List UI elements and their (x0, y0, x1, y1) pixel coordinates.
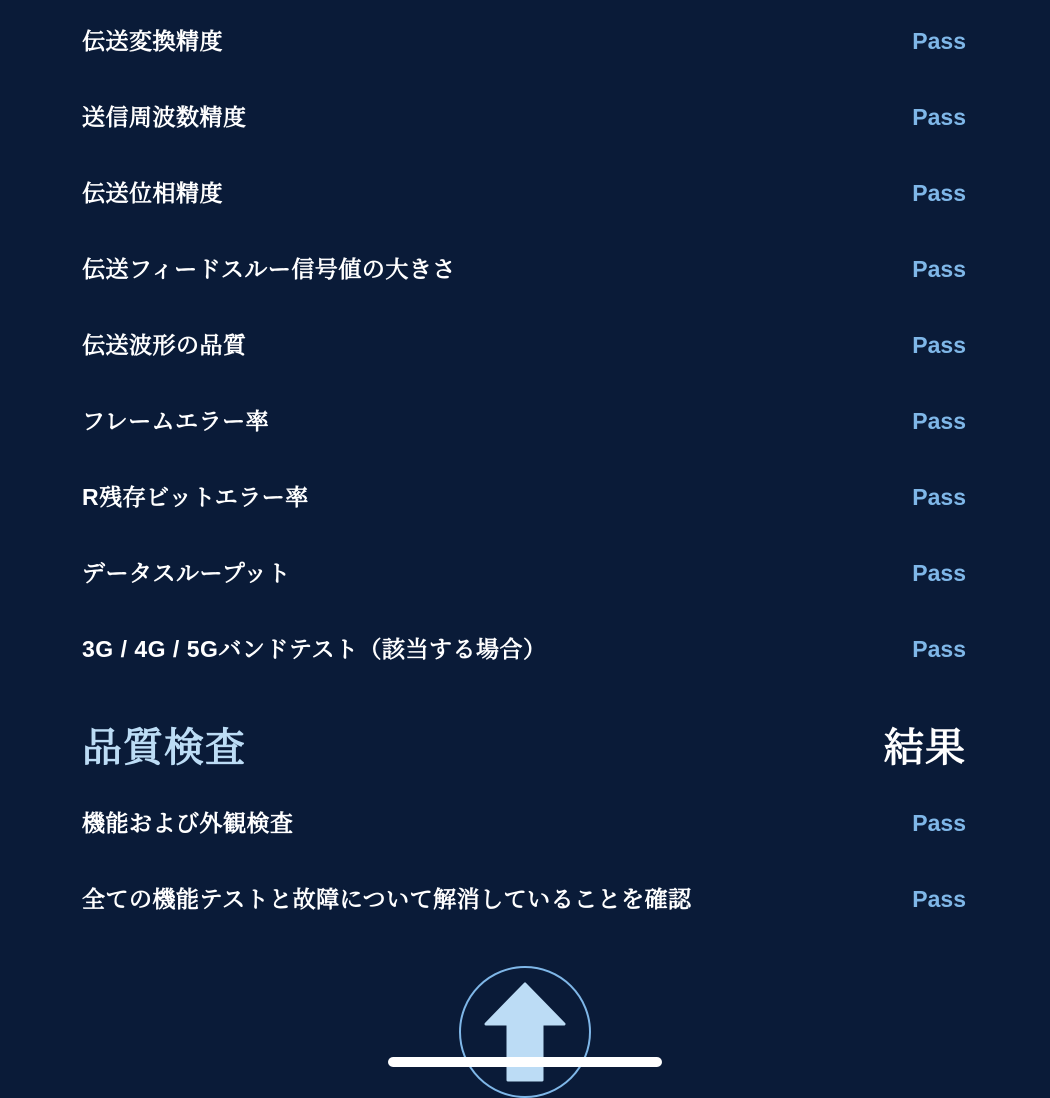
test-name: 全ての機能テストと故障について解消していることを確認 (82, 886, 692, 912)
test-name: 伝送フィードスルー信号値の大きさ (82, 256, 456, 282)
test-name: 伝送位相精度 (82, 180, 223, 206)
table-row[interactable] (82, 332, 966, 408)
section-title: 品質検査 (82, 726, 246, 770)
test-result: Pass (912, 104, 966, 130)
table-row[interactable] (82, 636, 966, 712)
table-row[interactable] (82, 104, 966, 180)
test-result: Pass (912, 636, 966, 662)
test-result: Pass (912, 484, 966, 510)
test-name: データスループット (82, 560, 291, 586)
table-row[interactable] (82, 180, 966, 256)
section-result-header: 結果 (884, 726, 966, 770)
section-header (82, 716, 966, 798)
table-row[interactable] (82, 560, 966, 636)
home-indicator[interactable] (388, 1057, 662, 1067)
test-results-list (82, 0, 966, 962)
arrow-up-icon (482, 980, 568, 1084)
test-name: フレームエラー率 (82, 408, 270, 434)
table-row[interactable] (82, 408, 966, 484)
section-spacer (82, 798, 966, 810)
table-row[interactable] (82, 484, 966, 560)
table-row[interactable] (82, 810, 966, 886)
bottom-bar (0, 950, 1050, 1080)
test-result: Pass (912, 810, 966, 836)
scroll-to-top-button[interactable] (459, 966, 591, 1098)
test-result: Pass (912, 28, 966, 54)
table-row[interactable] (82, 28, 966, 104)
test-name: 送信周波数精度 (82, 104, 247, 130)
test-name: 伝送波形の品質 (82, 332, 247, 358)
test-result: Pass (912, 408, 966, 434)
test-name: 機能および外観検査 (82, 810, 294, 836)
test-result: Pass (912, 180, 966, 206)
test-result: Pass (912, 886, 966, 912)
test-result: Pass (912, 332, 966, 358)
test-name: R残存ビットエラー率 (82, 484, 309, 510)
test-name: 3G / 4G / 5Gバンドテスト（該当する場合） (82, 636, 547, 662)
test-name: 伝送変換精度 (82, 28, 223, 54)
test-result: Pass (912, 256, 966, 282)
test-result: Pass (912, 560, 966, 586)
table-row[interactable] (82, 256, 966, 332)
